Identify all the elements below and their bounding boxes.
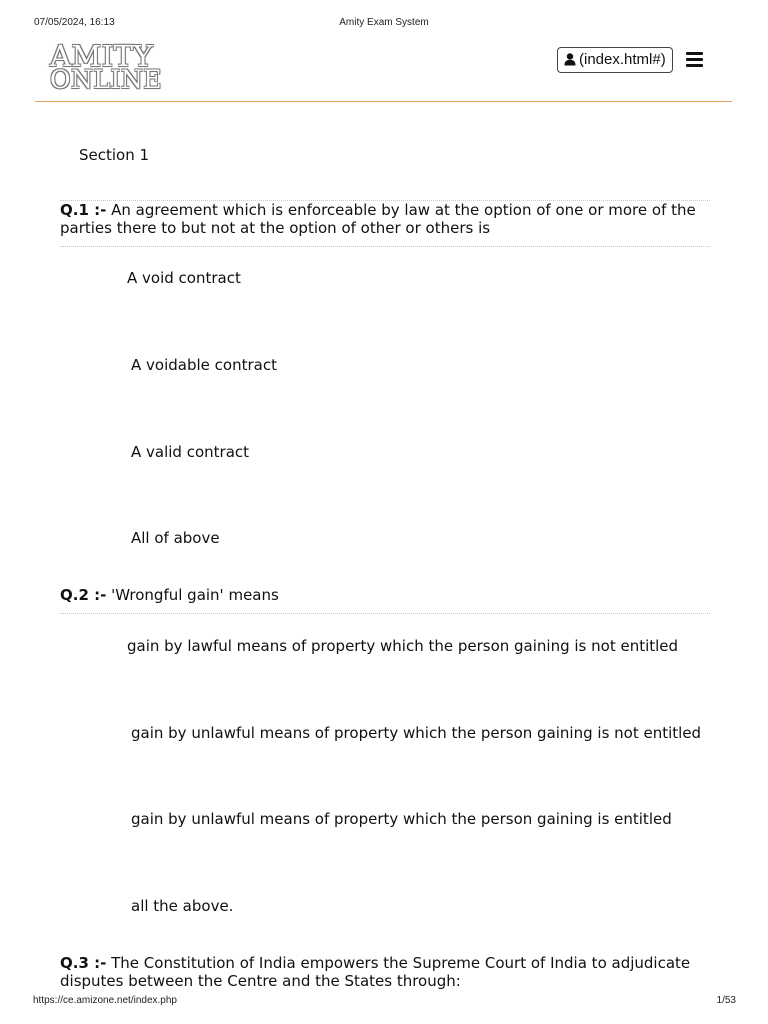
question-number: Q.3 :- <box>60 954 107 972</box>
question-divider <box>60 613 710 614</box>
question-2 <box>60 586 710 604</box>
amity-online-logo[interactable] <box>50 39 162 96</box>
q1-option-2[interactable]: A voidable contract <box>131 356 277 374</box>
hamburger-menu-icon[interactable] <box>686 52 704 68</box>
q2-option-1[interactable]: gain by lawful means of property which the person gaining is not entitled <box>127 637 679 655</box>
question-divider <box>60 246 710 247</box>
q1-option-4[interactable]: All of above <box>131 529 220 547</box>
q1-option-1[interactable]: A void contract <box>127 269 241 287</box>
question-3 <box>60 954 710 990</box>
q2-option-3[interactable]: gain by unlawful means of property which the person gaining is entitled <box>131 810 672 828</box>
print-url: https://ce.amizone.net/index.php <box>33 995 177 1006</box>
print-page-title: Amity Exam System <box>339 17 429 28</box>
logo-line-2: ONLINE <box>50 65 162 94</box>
print-datetime: 07/05/2024, 16:13 <box>34 17 115 28</box>
print-page-number: 1/53 <box>716 995 736 1006</box>
question-text: An agreement which is enforceable by law at the option of one or more of the parties there to but not at the option of other or others is <box>60 201 696 237</box>
header-divider <box>35 101 732 102</box>
question-number: Q.1 :- <box>60 201 107 219</box>
q2-option-2[interactable]: gain by unlawful means of property which the person gaining is not entitled <box>131 724 702 742</box>
q1-option-3[interactable]: A valid contract <box>131 443 250 461</box>
question-text: 'Wrongful gain' means <box>111 586 279 604</box>
question-text: The Constitution of India empowers the Supreme Court of India to adjudicate disputes between the Centre and the States through: <box>60 954 691 990</box>
print-header <box>0 17 768 31</box>
user-menu-label: (index.html#) <box>579 51 666 68</box>
section-title: Section 1 <box>79 146 150 164</box>
logo-line-1: AMITY <box>50 39 154 73</box>
q2-option-4[interactable]: all the above. <box>131 897 234 915</box>
print-footer <box>0 995 768 1009</box>
question-1 <box>60 201 710 237</box>
question-number: Q.2 :- <box>60 586 107 604</box>
user-icon <box>564 53 576 66</box>
user-menu-button[interactable] <box>557 47 673 73</box>
